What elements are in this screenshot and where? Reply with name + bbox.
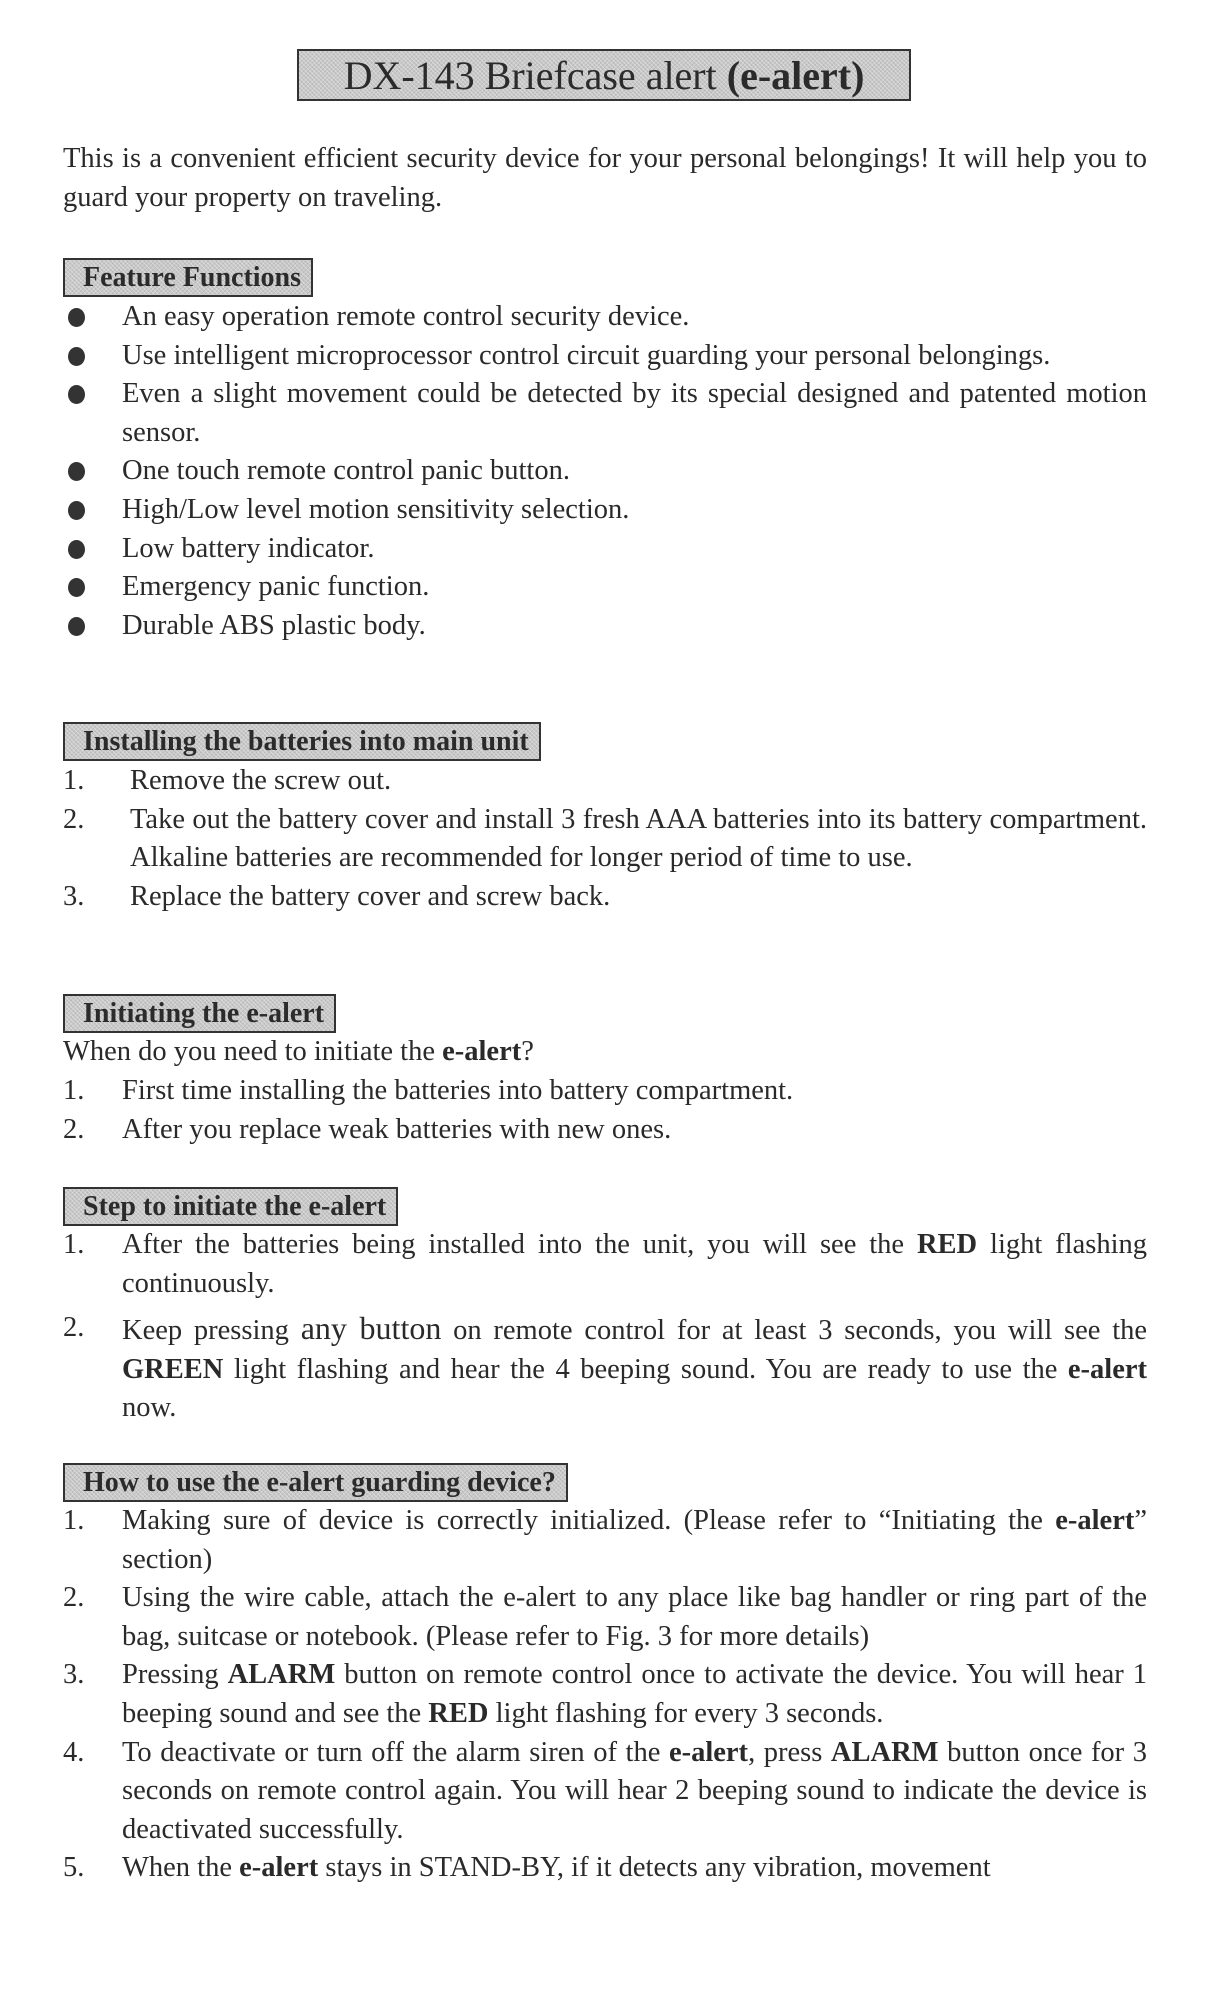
- list-item: Durable ABS plastic body.: [63, 607, 1147, 646]
- list-item: 1. Remove the screw out.: [63, 765, 392, 796]
- section-heading-batteries: Installing the batteries into main unit: [63, 722, 541, 761]
- section-heading-initiating: Initiating the e-alert: [63, 994, 336, 1033]
- steps-list: [63, 1226, 1147, 1428]
- bullet-icon: [68, 578, 85, 597]
- list-item: 2. Using the wire cable, attach the e-alert to any place like bag handler or ring part of the bag, suitcase or notebook. (Please refer to Fig. 3 for more details): [63, 1582, 1147, 1652]
- list-item: 3. Replace the battery cover and screw back.: [63, 880, 611, 912]
- list-item: 2. After you replace weak batteries with new ones.: [63, 1113, 672, 1145]
- initiating-list: [63, 1072, 1147, 1149]
- feature-list: [63, 298, 1147, 645]
- document-title: [297, 49, 911, 101]
- intro-paragraph: This is a convenient efficient security device for your personal belongings! It will help you to guard your property on traveling.: [63, 143, 1147, 213]
- list-item: 1. First time installing the batteries into battery compartment.: [63, 1075, 794, 1106]
- initiating-question: When do you need to initiate the e-alert?: [63, 1036, 534, 1067]
- list-item: One touch remote control panic button.: [63, 452, 1147, 491]
- bullet-icon: [68, 347, 85, 366]
- section-heading-howto: How to use the e-alert guarding device?: [63, 1463, 568, 1502]
- section-heading-features: Feature Functions: [63, 258, 313, 297]
- bullet-icon: [68, 501, 85, 520]
- list-item: 1. After the batteries being installed into the unit, you will see the RED light flashing continuously.: [63, 1229, 1147, 1299]
- section-heading-steps: Step to initiate the e-alert: [63, 1187, 398, 1226]
- bullet-icon: [68, 308, 85, 327]
- list-item: Low battery indicator.: [63, 530, 1147, 569]
- list-item: Even a slight movement could be detected by its special designed and patented motion sensor.: [63, 375, 1147, 452]
- list-item: High/Low level motion sensitivity selection.: [63, 491, 1147, 530]
- howto-list: [63, 1502, 1147, 1888]
- bullet-icon: [68, 617, 85, 636]
- title-text: DX-143 Briefcase alert: [343, 52, 717, 98]
- title-bold: (e-alert): [726, 52, 865, 98]
- list-item: Use intelligent microprocessor control circuit guarding your personal belongings.: [63, 337, 1147, 376]
- battery-steps-list: [63, 762, 1147, 916]
- list-item: Emergency panic function.: [63, 568, 1147, 607]
- list-item: 2. Take out the battery cover and install 3 fresh AAA batteries into its battery compartment. Alkaline batteries are recommended for longer period of time to use.: [63, 803, 1147, 874]
- list-item: 5. When the e-alert stays in STAND-BY, if it detects any vibration, movement: [63, 1852, 991, 1884]
- list-item: 1. Making sure of device is correctly initialized. (Please refer to “Initiating the e-alert” section): [63, 1505, 1147, 1575]
- list-item: 2. Keep pressing any button on remote control for at least 3 seconds, you will see the GREEN light flashing and hear the 4 beeping sound. You are ready to use the e-alert now.: [63, 1310, 1148, 1424]
- list-item: 4. To deactivate or turn off the alarm siren of the e-alert, press ALARM button once for 3 seconds on remote control again. You will hear 2 beeping sound to indicate the device is deactivated successfully.: [63, 1736, 1147, 1845]
- bullet-icon: [68, 385, 85, 404]
- bullet-icon: [68, 540, 85, 559]
- list-item: 3. Pressing ALARM button on remote control once to activate the device. You will hear 1 beeping sound and see the RED light flashing for every 3 seconds.: [63, 1659, 1148, 1729]
- list-item: An easy operation remote control security device.: [63, 298, 1147, 337]
- bullet-icon: [68, 462, 85, 481]
